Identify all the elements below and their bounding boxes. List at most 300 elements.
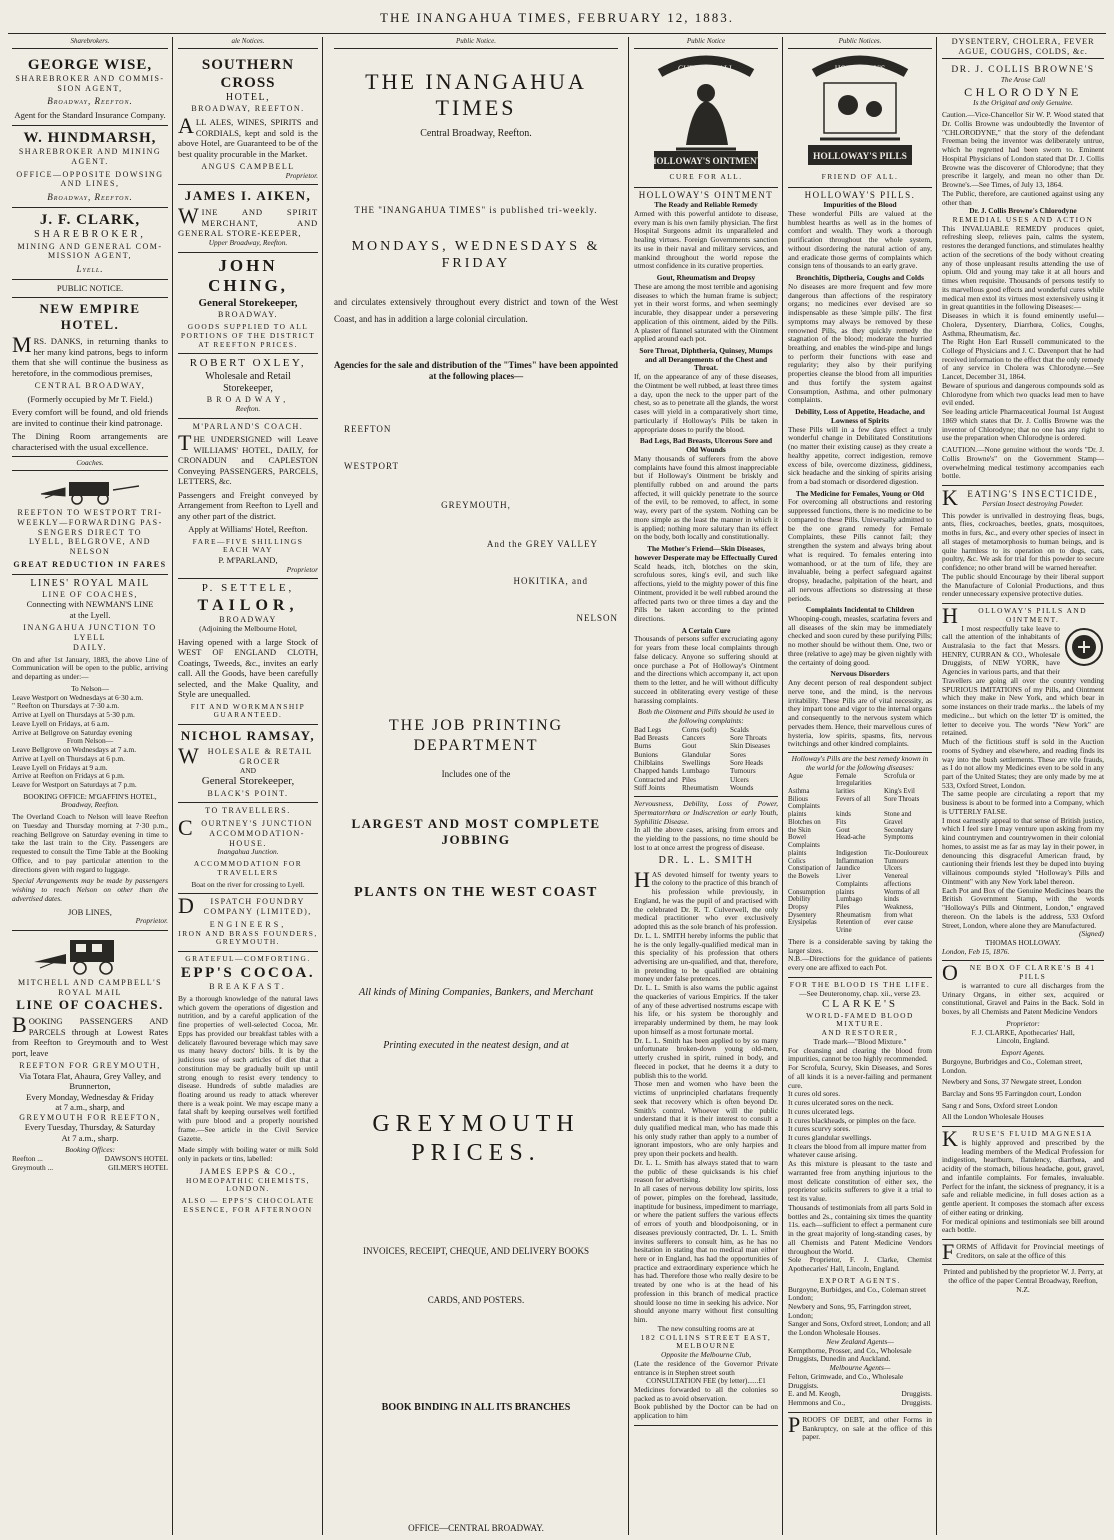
agency-place: WESTPORT	[344, 461, 399, 472]
column-heading-line: AGUE, COUGHS, COLDS, &c.	[958, 47, 1088, 57]
ad-proprietor: P. M'PARLAND,	[218, 555, 278, 566]
complaint-item: Sores	[730, 750, 746, 759]
disease-item: Tic-Douloureux	[884, 849, 929, 857]
ad-proprietor-title: Proprietor	[286, 564, 318, 574]
ad-body: GOODS SUPPLIED TO ALL PORTIONS OF THE DISTRICT AT REEFTON PRICES.	[180, 322, 316, 349]
ad-westport-coach	[12, 471, 168, 575]
ad-body: Any decent person of real despondent subject nerve tone, and the mind, is the nervous irritability. These Pills are of vital necessity, as they impart tone and vigor to the internal organs and consequently to the nervous system which pervades them. Hence, their marvellous cures of hysteria, low spirits, spasms, fits, nervous twitchings and other kindred complaints.	[788, 678, 932, 749]
ad-body: No diseases are more frequent and few more dangerous than affections of the respiratory organs; no medicines ever devised are so indispensable as these 'simple pills'. The first symptoms may always be removed by these renowned Pills, as they quickly remedy the stagnation of the blood; moderate the hurried breathing, and enables the wind-pipe and lungs to perform their functions with ease and regularity; they also by their purifying properties cleanse the blood from all impurities and thus fortify the system against Consumption, Asthma, and other pulmonary complaints.	[788, 281, 932, 405]
ad-line: LINE OF COACHES,	[42, 589, 138, 599]
disease-item: from what	[884, 911, 913, 919]
ad-southern-cross	[178, 53, 318, 186]
masthead-rule	[8, 33, 1106, 34]
ad-body: Dr. L. L. Smith is also warns the public against the quackeries of various Empirics. If the taker of any of these advertised nostrums escape with his life, or his system be thoroughly and irreparably undermined by them, he may look upon himself as a most fortunate mortal.	[634, 983, 778, 1036]
complaint-item: Skin Diseases	[730, 742, 771, 751]
ad-title: P. SETTELE,	[201, 582, 295, 595]
ad-body: For medical opinions and testimonials see bill around each bottle.	[942, 1216, 1104, 1235]
complaint-item: Lumbago	[682, 767, 710, 776]
ad-body: By a thorough knowledge of the natural laws which govern the operations of digestion and nutrition, and by a careful application of the fine properties of well-selected Cocoa, Mr. Epps has provided our breakfast tables with a delicately flavoured beverage which may save us many heavy doctors' bills. It is by the judicious use of such articles of diet that a constitution may be gradually built up until strong enough to resist every tendency to disease. Hundreds of subtle maladies are floating around us ready to attack wherever there is a weak point. We may escape many a fatal shaft by keeping ourselves well fortified with pure blood and a properly nourished frame.—See article in the Civil Service Gazette.	[178, 993, 318, 1143]
ad-line: at 7 a.m., sharp, and	[55, 1102, 125, 1113]
masthead: THE INANGAHUA TIMES, FEBRUARY 12, 1883.	[380, 10, 734, 25]
column-rule	[628, 37, 629, 1535]
timetable-row: Leave Lyell on Fridays, at 6 a.m.	[12, 718, 110, 728]
ad-body: Every comfort will be found, and old friends are invited to continue their kind patronage.	[12, 407, 168, 428]
ad-title: DR. J. COLLIS BROWNE'S	[951, 64, 1095, 75]
ad-subhead: Debility, Loss of Appetite, Headache, and Lowness of Spirits	[795, 407, 925, 425]
ad-body: Both the Ointment and Pills should be used in the following complaints:	[638, 707, 774, 726]
ad-line: BOOKING OFFICE: M'GAFFIN'S HOTEL,	[23, 791, 157, 801]
disease-item: kinds	[884, 896, 899, 904]
disease-item: Bilious Complaints	[788, 795, 820, 811]
ad-lines-royal-mail	[12, 575, 168, 931]
complaint-item: Piles	[682, 775, 696, 784]
ad-line: WORLD-FAMED BLOOD MIXTURE.	[806, 1010, 914, 1029]
ad-body: Much of the fictitious stuff is sold in the Auction rooms of Sydney and elsewhere, and reading finds its way into the bush settlements. These are vile frauds, as I do not allow my Medicines even to be sold in any part of the United States; they are only made by me at 533, Oxford Street, London.	[942, 737, 1104, 790]
ad-address: 182 COLLINS STREET EAST, MELBOURNE	[640, 1332, 772, 1351]
ad-proprietor: JAMES EPPS & CO.,	[199, 1166, 297, 1176]
ad-line: Connecting with NEWMAN'S LINE	[26, 599, 154, 610]
ad-aiken	[178, 185, 318, 252]
disease-item: Dropsy	[788, 903, 809, 911]
office-row	[12, 1164, 168, 1173]
agent-trade: Druggists.	[901, 1389, 932, 1399]
ad-line: MISSION AGENT,	[48, 251, 132, 261]
ad-title: ROBERT OXLEY,	[189, 357, 307, 370]
disease-list	[788, 773, 932, 935]
ad-george-wise	[12, 53, 168, 126]
ad-line: F. J. CLARKE, Apothecaries' Hall,	[971, 1027, 1075, 1037]
ad-mitchell-campbell	[12, 931, 168, 1177]
ad-body: N.B.—Directions for the guidance of patients every one are affixed to each Pot.	[788, 954, 932, 973]
ad-subhead: Dr. J. Collis Browne's Chlorodyne	[969, 206, 1077, 216]
ad-address: BLACK'S POINT.	[207, 788, 289, 798]
ad-body: HAS devoted himself for twenty years to the colony to the practice of this branch of his profession while previously, in England, he was the pupil of and practised with the celebrated Dr. R. T. Culverwell, the only medical practitioner who ever exclusively adopted this as the sole branch of his profession.	[634, 866, 778, 932]
publication-days: MONDAYS, WEDNESDAYS & FRIDAY	[351, 238, 601, 272]
engraving-caption: CURE FOR ALL.	[669, 171, 743, 181]
ad-title: CLARKE'S	[821, 998, 899, 1011]
ad-keatings-insecticide	[942, 486, 1104, 604]
column-heading: Public Notices.	[788, 37, 932, 49]
ad-body: For cleansing and clearing the blood from impurities, cannot be too highly recommended.	[788, 1045, 932, 1064]
ad-body: This INVALUABLE REMEDY produces quiet, refreshing sleep, relieves pain, calms the system, restores the deranged functions, and stimulates healthy action of the secretions of the body without creating any of those unpleasant results attending the use of opium. Old and young may take it at all hours and times when requisite. Thousands of persons testify to its marvellous good effects and wonderful cures while medical men extol its virtues most extensively using it in great quantities in the following Diseases:—	[942, 223, 1104, 312]
disease-item: Asthma	[788, 787, 810, 795]
complaint-item: Tumours	[730, 767, 756, 776]
disease-item: Head-ache	[836, 834, 866, 842]
job-printing-sub: Includes one of the	[441, 769, 511, 780]
disease-item: Tumours	[884, 857, 909, 865]
complaint-item: Scalds	[730, 725, 749, 734]
ad-line: General Storekeeper,	[198, 297, 298, 309]
ad-line: REEFTON FOR GREYMOUTH,	[19, 1061, 161, 1071]
disease-item: Sore Throats	[884, 795, 920, 803]
disease-item: plaints	[788, 811, 807, 819]
agency-place: And the GREY VALLEY	[486, 539, 598, 550]
ad-dispatch-foundry	[178, 894, 318, 952]
ad-dr-smith	[634, 796, 778, 1426]
disease-item: Female Irregularities	[836, 772, 872, 788]
ad-body: Many thousands of sufferers from the above complaints have found this almost inappreciable but if Holloway's Ointment be briskly and plentifully rubbed on and around the parts affected, it will quickly penetrate to the source of the evil, to be removed, to affect, in some way, every part of the system. Nothing can be more simple as the least the manner in which it is applied; nothing more salutary than its effect on the body, both locally and constitutionally.	[634, 453, 778, 542]
disease-item: Lumbago	[836, 896, 863, 904]
disease-item: Urine	[836, 927, 852, 935]
ad-body: Dr. L. L. Smith has been applied to by so many unfortunate broken-down young old-men, utterly crushed in spirit, ruined in body, and fleeced in pocket, that he deems it a duty to publish this to the world.	[634, 1035, 778, 1080]
ad-line: Every Monday, Wednesday & Friday	[26, 1091, 154, 1102]
complaint-item: Contracted and	[634, 775, 678, 784]
ad-title: LINE OF COACHES.	[16, 997, 164, 1013]
ad-subhead: The Ready and Reliable Remedy	[654, 200, 758, 210]
ad-title: W. HINDMARSH,	[23, 129, 157, 146]
ad-body: PROOFS OF DEBT, and other Forms in Bankruptcy, on sale at the office of this paper.	[788, 1411, 932, 1442]
greymouth-prices: GREYMOUTH PRICES.	[372, 1110, 580, 1167]
imprint: Printed and published by the proprietor W. J. Perry, at the office of the paper Central Broadway, Reefton, N.Z.	[943, 1267, 1103, 1294]
column-heading: Public Notice	[634, 37, 778, 49]
ad-line: Persian Insect destroying Powder.	[982, 498, 1084, 508]
column-chlorodyne	[938, 37, 1108, 1535]
ad-body: Passengers and Freight conveyed by Arrangement from Reefton to Lyell and any other part of the district.	[178, 489, 318, 521]
agencies-note: Agencies for the sale and distribution of the "Times" have been appointed at the following places—	[334, 360, 618, 382]
cure-item: It cures scurvy sores.	[788, 1124, 851, 1134]
ad-line: SENGERS DIRECT TO	[37, 527, 143, 537]
disease-item: Weakness,	[884, 903, 914, 911]
ad-subhead: Impurities of the Blood	[823, 200, 897, 210]
ad-line: at the Lyell.	[69, 609, 111, 620]
ad-proprietor-title: Proprietor.	[135, 916, 168, 926]
ad-body: Special Arrangements may be made by passengers wishing to reach Nelson on other than the advertised dates.	[12, 876, 168, 903]
ad-body: ALL ALES, WINES, SPIRITS and CORDIALS, kept and sold is the above Hotel, are Guaranteed to be of the best quality procurable in the Market.	[178, 113, 318, 159]
coach-engraving	[12, 936, 168, 976]
ad-address: GREYMOUTH.	[215, 937, 281, 947]
ad-body: The Right Hon Earl Russell communicated to the College of Physicians and J. C. Davenport that he had received information to the effect that the only remedy of any service in Cholera was Chlorodyne.—See Lancet, December 31, 1864.	[942, 337, 1104, 382]
disease-item: Debility	[788, 896, 811, 904]
ad-body: CONSULTATION FEE (by letter)......£1	[646, 1376, 766, 1386]
ad-clark	[12, 208, 168, 280]
newspaper-address: Central Broadway, Reefton.	[420, 128, 532, 140]
ad-holloway-ointment	[634, 181, 778, 796]
ad-date: London, Feb 15, 1876.	[942, 946, 1010, 956]
ad-address: LONDON.	[226, 1184, 270, 1194]
ad-nichol-ramsay	[178, 725, 318, 803]
ad-body: Boat on the river for crossing to Lyell.	[191, 879, 305, 889]
banner-text: HOLLOWAY'S	[834, 63, 886, 73]
ad-body: WHOLESALE & RETAIL GROCER	[178, 743, 313, 769]
office-address: OFFICE—CENTRAL BROADWAY.	[408, 1522, 544, 1533]
ad-line: SION AGENT,	[57, 83, 123, 93]
agent-item: Sanger and Sons, Oxford street, London; and all the London Wholesale Houses.	[788, 1319, 931, 1338]
ad-body: Each Pot and Box of the Genuine Medicines bears the British Government Stamp, with the words "Holloway's Pills and Ointment, London," engraved thereon. On the labels is the address, 533 Oxford Street, London, where alone they are Manufactured.	[942, 885, 1104, 930]
complaint-item: Ulcers	[730, 775, 749, 784]
disease-item: Worms of all	[884, 888, 920, 896]
column-rule	[782, 37, 783, 1535]
job-printing-line: Printing executed in the neatest design, and at	[383, 1039, 569, 1051]
ad-body: See leading article Pharmaceutical Journal 1st August 1869 which states that Dr. J. Collis Browne was the inventor of Chlorodyne; that no one has any right to use the preparation when Chlorodyne is ordered.	[942, 407, 1104, 443]
timetable-row: Arrive at Lyell on Thursdays at 5·30 p.m.	[12, 710, 135, 720]
ad-subhead: Melbourne Agents—	[829, 1363, 891, 1373]
ad-courtney-junction	[178, 803, 318, 894]
ad-line: REEFTON TO WESTPORT TRI-	[17, 508, 163, 518]
complaint-item: Bad Breasts	[634, 734, 669, 743]
disease-item: Ague	[788, 772, 803, 780]
ad-line: ACCOMMODATION FOR TRAVELLERS	[193, 859, 303, 877]
disease-item: Gravel	[884, 818, 903, 826]
ad-title: TO TRAVELLERS.	[205, 806, 291, 816]
engraving-caption: FRIEND OF ALL.	[821, 171, 899, 181]
disease-item: Secondary	[884, 826, 914, 834]
complaint-item: Burns	[634, 742, 652, 751]
ad-subhead: To Nelson—	[71, 683, 109, 693]
ad-subhead: New Zealand Agents—	[826, 1336, 894, 1346]
column-rule	[172, 37, 173, 1535]
ad-proprietor: ANGUS CAMPBELL	[201, 162, 295, 171]
coach-engraving	[12, 476, 168, 506]
ad-line: DAILY.	[72, 642, 108, 652]
ad-line: AND	[239, 765, 256, 775]
disease-item	[788, 927, 836, 935]
complaint-item: Corns (soft)	[682, 725, 717, 734]
ad-body: For overcoming all obstructions and restoring suppressed functions, there is no medicine to be compared to these Pills. Universally admitted to be the one grand remedy for Female Complaints, these Pills cannot fail; they strengthen the system and always bring about what is required. To females entering into womanhood, or at the turn of life, they are invaluable, being a perfect safeguard against dropsy, headache, palpitation of the heart, and all nervous affections so distressing at these periods.	[788, 497, 932, 603]
disease-item: Rheumatism	[836, 911, 871, 919]
cure-item: It cures old sores.	[788, 1089, 841, 1099]
ad-body: Nervousness, Debility, Loss of Power, Spermatorrhœa or Indiscretion or early Youth, Syphilitic Disease.	[634, 799, 778, 826]
ad-subhead: The Mother's Friend—Skin Diseases, however Desperate may be Effectually Cured	[634, 544, 778, 562]
ad-address: Upper Broadway, Reefton.	[208, 237, 288, 247]
ad-chlorodyne	[942, 59, 1104, 487]
ad-line: AGENT.	[71, 156, 109, 166]
ad-body: (Late the residence of the Governor Private entrance is in Stephen street south	[634, 1358, 778, 1377]
complaint-item: Sore Heads	[730, 758, 763, 767]
office-hotel: DAWSON'S HOTEL	[104, 1154, 168, 1164]
ad-clarkes-pills	[942, 961, 1104, 1127]
ad-body: The public should Encourage by their liberal support the Manufacture of Colonial Productions, and thus render unnecessary expensive protective duties.	[942, 571, 1104, 599]
ad-hindmarsh	[12, 126, 168, 208]
ad-subhead: Booking Offices:	[65, 1145, 115, 1155]
ad-proprietor-title: Proprietor.	[285, 170, 318, 180]
complaint-item: Swellings	[682, 758, 711, 767]
disease-item: the Bowels	[788, 873, 819, 881]
ad-body: Agent for the Standard Insurance Company.	[14, 110, 166, 121]
ad-kruses-magnesia	[942, 1127, 1104, 1240]
complaint-item: Bad Legs	[634, 725, 662, 734]
ad-body: Beware of spurious and dangerous compounds sold as Chlorodyne from which two quacks lead men to have evil ended.	[942, 380, 1104, 408]
ad-line: —See Deuteronomy, chap. xii., verse 23.	[799, 988, 921, 998]
ad-body: Holloway's Pills are the best remedy known in the world for the following diseases:	[788, 752, 932, 772]
ad-line: Is the Original and only Genuine.	[973, 98, 1073, 108]
ad-line: FIT AND WORKMANSHIP GUARANTEED.	[190, 701, 306, 720]
disease-item: plaints	[788, 849, 807, 857]
agent-name: E. and M. Keogh,	[788, 1389, 841, 1399]
ad-body: The same people are circulating a report that my business is about to be formed into a Company, which is UTTERLY FALSE.	[942, 789, 1104, 816]
ad-body: is warranted to cure all discharges from the Urinary Organs, in either sex, acquired or constitutional, Gravel and Pains in the Back. Sold in boxes, by all Chemists and Patent Medicine Vendors	[942, 980, 1104, 1017]
office-hotel: GILMER'S HOTEL	[108, 1162, 168, 1172]
ad-title: ONE BOX OF CLARKE'S B 41 PILLS	[942, 960, 1096, 986]
column-heading: ale Notices.	[178, 37, 318, 49]
ad-address: Broadway, Reefton.	[47, 192, 133, 203]
cure-item: It clears the blood from all impure matter from whatever cause arising.	[788, 1141, 927, 1160]
agent-item: Burgoyne, Burbidges, and Co., Coleman street London;	[788, 1284, 927, 1303]
ad-line: Via Totara Flat, Ahaura, Grey Valley, and Brunnerton,	[19, 1070, 161, 1092]
ad-john-ching	[178, 253, 318, 355]
ad-subhead: The Medicine for Females, Young or Old	[795, 488, 925, 498]
disease-item: kinds	[836, 811, 851, 819]
ad-body: I most earnestly appeal to that sense of British justice, which I feel sure I may venture upon asking from my kind countrymen and countrywomen in their colonial homes, to assist me as far as may lay in their power, in denouncing this disgraceful American fraud, by cautioning their friends lest they be duped into buying villainous compounds styled "Holloway's Pills and Ointment" with any New York label thereon.	[942, 815, 1104, 886]
disease-item: plaints	[836, 888, 855, 896]
ad-body: This powder is unrivalled in destroying fleas, bugs, ants, flies, cockroaches, beetles, gnats, mosquitoes, moths in furs, &c., and every other species of insect in all stages of metamorphosis to human beings, and is quite harmless to its operation on to dogs, cats, poultry, &c. We ask for trial for this powder to secure confidence; no other brand will be warned hereafter.	[942, 510, 1104, 573]
job-printing-line: PLANTS ON THE WEST COAST	[354, 884, 598, 900]
timetable-row: Arrive at Bellgrove on Saturday evening	[12, 727, 133, 737]
complaint-list	[634, 726, 778, 792]
timetable-row: Arrive at Lyell on Thursdays at 6 p.m.	[12, 753, 125, 763]
ad-body: On and after 1st January, 1883, the above Line of Communication will be open to the public, arriving and departing as under:—	[12, 654, 168, 682]
column-heading	[942, 37, 1104, 59]
ad-title: JAMES I. AIKEN,	[184, 188, 312, 204]
ad-subhead: Gout, Rheumatism and Dropsy	[656, 273, 756, 283]
cure-item: It cures glandular swellings.	[788, 1133, 872, 1143]
holloway-ointment-engraving	[634, 53, 778, 171]
ad-title: HOLLOWAY'S PILLS AND OINTMENT.	[942, 603, 1088, 629]
ad-title: LINES' ROYAL MAIL	[30, 577, 150, 589]
agent-item: Barclay and Sons 95 Farringdon court, London	[942, 1088, 1082, 1098]
disease-item: Gout	[836, 826, 850, 834]
ad-subhead: EXPORT AGENTS.	[819, 1275, 901, 1285]
agent-row	[788, 1399, 932, 1408]
ad-body: Armed with this powerful antidote to disease, every man is his own family physician. The first Hospital Surgeons admit its unparalleled and healing virtues. Foreign Governments sanction its use in their naval and military services, and mankind throughout the world repose the utmost confidence in its curative properties.	[634, 208, 778, 271]
disease-item: the Skin	[788, 826, 811, 834]
disease-item: ever cause	[884, 919, 913, 927]
column-heading: Public Notice.	[334, 37, 618, 49]
cure-item: It cures blackheads, or pimples on the face.	[788, 1115, 916, 1125]
ad-line: IRON AND BRASS FOUNDERS,	[178, 928, 318, 938]
ad-holloway-pills	[788, 181, 932, 977]
ad-title: KEATING'S INSECTICIDE,	[942, 485, 1098, 511]
disease-item: Stone and	[884, 811, 912, 819]
column-heading-line: DYSENTERY, CHOLERA, FEVER	[951, 37, 1095, 46]
ad-body: Sole Proprietor, F. J. Clarke, Chemist Apothecaries' Hall, Lincoln, England.	[788, 1255, 932, 1274]
ad-proprietor: JOB LINES,	[68, 906, 112, 917]
ad-line: Wholesale and Retail	[205, 370, 291, 382]
complaint-item: Bunions	[634, 750, 658, 759]
agent-item: Burgoyne, Burbridges and Co., Coleman street, London.	[942, 1056, 1083, 1075]
timetable-row: Arrive at Reefton on Fridays at 6 p.m.	[12, 771, 125, 781]
ad-title: CHLORODYNE	[964, 84, 1082, 99]
ad-body: Having opened with a large Stock of WEST OF ENGLAND CLOTH, Coatings, Tweeds, &c., invites an early call. All the Goods, have been carefully selected, and the Make Quality, and Style are unequalled.	[178, 636, 318, 700]
ad-line: (Signed)	[1078, 929, 1104, 939]
disease-item: Retention of	[836, 919, 871, 927]
agent-item: Newbery and Sons, 37 Newgate street, London	[942, 1077, 1082, 1087]
ad-address: Lyell.	[76, 264, 104, 275]
disease-item: Fits	[836, 818, 847, 826]
ad-address: BROADWAY, REEFTON.	[191, 104, 305, 114]
label-text: HOLLOWAY'S PILLS	[813, 151, 907, 162]
timetable-row: Leave Lyell on Fridays at 9 a.m.	[12, 762, 108, 772]
ad-line: BREAKFAST.	[209, 982, 287, 992]
complaint-item: Stiff Joints	[634, 783, 666, 792]
ad-body: FORMS of Affidavit for Provincial meetings of Creditors, on sale at the office of this	[942, 1239, 1104, 1264]
column-sharebrokers	[8, 37, 172, 1535]
ad-body: MRS. DANKS, in returning thanks to her many kind patrons, begs to inform them that she will continue the business as heretofore, in the commodious premises,	[12, 332, 168, 378]
ad-body: The Public, therefore, are cautioned against using any other than	[942, 188, 1104, 207]
ad-line: OFFICE—OPPOSITE DOWSING	[16, 169, 164, 179]
newspaper-title: THE INANGAHUA TIMES	[365, 68, 587, 121]
ad-subhead: A Certain Cure	[681, 625, 731, 635]
ad-body: In all the above cases, arising from errors and the yielding to the passions, no time should be lost to at once arrest the progress of disease.	[634, 825, 778, 852]
job-printing-line: LARGEST AND MOST COMPLETE JOBBING	[351, 816, 601, 847]
banner-text: CURE FOR ALL	[677, 63, 735, 73]
ad-holloway-caution	[942, 604, 1104, 961]
ad-line: Trade mark—"Blood Mixture."	[813, 1036, 907, 1046]
cure-item: It cures ulcerated legs.	[788, 1106, 855, 1116]
ad-line: SHAREBROKER AND MINING	[18, 147, 162, 157]
job-printing-line: INVOICES, RECEIPT, CHEQUE, AND DELIVERY BOOKS	[363, 1246, 589, 1257]
agency-place: HOKITIKA, and	[513, 576, 588, 587]
ad-subhead: From Nelson—	[66, 736, 114, 746]
ad-body: The Overland Coach to Nelson will leave Reefton on Tuesday and Thursday morning at 7·30 p.m., reaching Bellgrove on Saturday evening in time to take the last train to the City. Passengers are requested to consult the Time Table at the Booking Office, and to pay particular attention to the directions given with regard to luggage.	[12, 812, 168, 874]
disease-item: Erysipelas	[788, 919, 817, 927]
ad-body: Thousands of persons suffer excruciating agony for years from these local complaints through false delicacy. Anyone so suffering should at once purchase a Pot of Holloway's Ointment and the directions which accompany it, act upon them to the letter, and he will without difficulty succeed in obliterating every vestige of these harassing complaints.	[634, 634, 778, 705]
ad-proofs-of-debt	[788, 1413, 932, 1446]
ad-body: Whooping-cough, measles, scarlatina fevers and all diseases of the skin may be immediately checked and soon cured by these purifying Pills; no mother should be without them. One, two or three (relative to age) may be given nightly with the certainty of doing good.	[788, 614, 932, 667]
agent-item: Sang r and Sons, Oxford street London	[942, 1100, 1058, 1110]
ad-body: is highly approved and prescribed by the leading members of the Medical Profession for indigestion, heartburn, flatulency, diarrhœa, and acidity of the stomach, bilious headache, gout, gravel, and infantile complaints. For females, invaluable. Perfect for the infant, the sickness of pregnancy, it is a safe and reliable medicine, in full doses action as a gentle aperient. It composes the stomach after excess of either eating or drinking.	[942, 1137, 1104, 1217]
ad-body: These Pills will in a few days effect a truly wonderful change in Debilitated Constitutions (no matter their existing cause) as they create a healthy appetite, correct indigestion, remove excess of bile, overcome dizziness, giddiness, sick headache and the sinking of spirits arising from a bad stomach or disordered digestion.	[788, 424, 932, 486]
timetable-row: Leave Bellgrove on Wednesdays at 7 a.m.	[12, 745, 137, 755]
ad-body: ALSO — EPPS'S CHOCOLATE ESSENCE, FOR AFTERNOON	[181, 1196, 315, 1214]
ad-line: INANGAHUA JUNCTION TO LYELL	[23, 623, 157, 643]
office-town: Reefton ...	[12, 1154, 43, 1164]
agency-place: GREYMOUTH,	[441, 500, 511, 511]
ad-line: GRATEFUL—COMFORTING.	[185, 954, 311, 964]
ad-settele-tailor	[178, 579, 318, 725]
ad-body: BOOKING PASSENGERS AND PARCELS through at Lowest Rates from Reefton to Greymouth and to West port, leave	[12, 1012, 168, 1058]
office-town: Greymouth ...	[12, 1162, 54, 1172]
disease-item: Consumption	[788, 888, 826, 896]
disease-item: King's Evil	[884, 787, 915, 795]
ad-body: Caution.—Vice-Chancellor Sir W. P. Wood stated that Dr. Collis Browne was undoubtedly the Inventor of "CHLORODYNE," that the story of the defendant Freeman being the inventor was deliberately untrue, which he regretted had been sworn to. Eminent Hospital Physicians of London stated that Dr. J. Collis Browne was the discoverer of Chlorodyne; that they prescribe it largely, and mean no other than Dr. Browne's.—See Times, of July 13, 1864.	[942, 110, 1104, 190]
job-printing-line: All kinds of Mining Companies, Bankers, and Merchant	[358, 986, 594, 998]
disease-item: Indigestion	[836, 849, 868, 857]
timetable-row: Leave Westport on Wednesdays at 6·30 a.m.	[12, 692, 144, 702]
ad-title: SOUTHERN CROSS	[201, 56, 295, 91]
column-sale-notices	[174, 37, 322, 1535]
ad-body: COURTNEY'S JUNCTION ACCOMMODATION-HOUSE.	[178, 815, 313, 848]
ad-line: MITCHELL AND CAMPBELL'S	[17, 977, 163, 987]
ad-line: Proprietor:	[1006, 1018, 1040, 1028]
ad-title: M'PARLAND'S COACH.	[192, 421, 304, 431]
ad-line: (Adjoining the Melbourne Hotel,	[199, 624, 297, 634]
ad-body: The new consulting rooms are at	[657, 1323, 755, 1333]
ad-title: DR. L. L. SMITH	[658, 855, 754, 867]
disease-item: Constipation of	[788, 865, 831, 873]
ad-line: General Storekeeper,	[201, 775, 295, 788]
column-rule	[322, 37, 323, 1535]
disease-item: Inflammation	[836, 857, 874, 865]
disease-item: Jaundice	[836, 865, 861, 873]
ad-body: The Dining Room arrangements are characterised with the usual excellence.	[12, 431, 168, 452]
ad-body: Dr. L. L. SMITH hereby informs the public that he is the only legally-qualified medical man in this speciality of his profession that others advertising are un-qualified, and that, therefore, in pretending to be qualified are obtaining money under false pretences.	[634, 930, 778, 984]
disease-item: Piles	[836, 903, 850, 911]
ad-body: I most respectfully take leave to call the attention of the inhabitants of Australasia to the fact that Messrs. HENRY, CURRAN & CO., Wholesale Druggists, of NEW YORK, have Agencies in various parts, and that their Travellers are going all over the country vending SPURIOUS IMITATIONS of my Pills, and Ointment which they make in New York, and which bear in some instances on their trade marks... the labels of my medicine... but which on the letter 'D' is omitted, the letter to deceive you. The words "New York" are retained.	[942, 623, 1104, 738]
column-heading: Sharebrokers.	[12, 37, 168, 49]
agent-item: Newbery and Sons, 95, Farringdon street, London;	[788, 1301, 912, 1320]
ad-line: AND LINES,	[60, 179, 120, 189]
ad-body: These wonderful Pills are valued at the humblest hearths as well as in the homes of comfort and wealth. They work a thorough purification throughout the whole system, without disordering the natural action of any, and eradicate those germs of complaints which consign tens of thousands to an early grave.	[788, 208, 932, 271]
ad-title: JOHN CHING,	[208, 255, 288, 296]
complaint-item: Chilblains	[634, 758, 664, 767]
ad-subhead: Bronchitis, Diptheria, Coughs and Colds	[796, 273, 924, 283]
complaint-item: Wounds	[730, 783, 754, 792]
agent-item: Kempthorne, Prosser, and Co., Wholesale Druggists, Dunedin and Auckland.	[788, 1345, 912, 1364]
agent-item: Felton, Grimwade, and Co., Wholesale Druggists.	[788, 1371, 904, 1390]
disease-item	[884, 927, 932, 935]
ad-forms-affidavit	[942, 1240, 1104, 1265]
ad-body: There is a considerable saving by taking the larger sizes.	[788, 936, 932, 955]
